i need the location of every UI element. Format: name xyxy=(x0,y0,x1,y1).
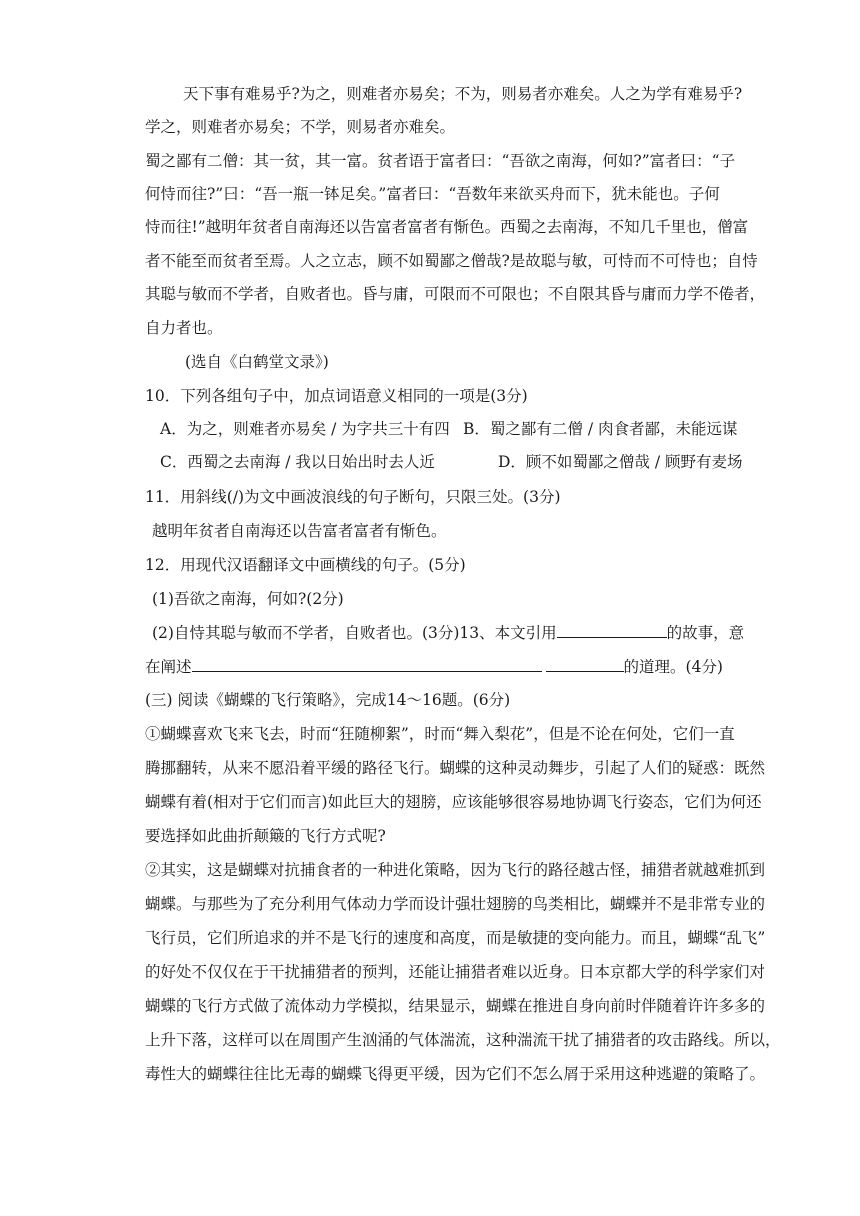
q12-sentence-2 xyxy=(152,623,744,643)
q13-line xyxy=(145,657,723,677)
article-line: 蝴蝶。与那些为了充分利用气体动力学而设计强壮翅膀的鸟类相比，蝴蝶并不是非常专业的 xyxy=(145,895,766,913)
passage-line: 学之，则难者亦易矣；不学，则易者亦难矣。 xyxy=(145,118,456,136)
source-citation: (选自《白鹤堂文录》) xyxy=(185,353,329,371)
answer-blank[interactable] xyxy=(546,657,624,672)
article-line: 蝴蝶的飞行方式做了流体动力学模拟，结果显示，蝴蝶在推进自身向前时伴随着许许多多的 xyxy=(145,997,766,1015)
question-11-stem: 11．用斜线(/)为文中画波浪线的句子断句，只限三处。(3分) xyxy=(145,488,561,506)
article-line: ①蝴蝶喜欢飞来飞去，时而“狂随柳絮”，时而“舞入梨花”，但是不论在何处，它们一直 xyxy=(145,725,735,743)
q10-option-c: C．西蜀之去南海 / 我以日始出时去人近 xyxy=(160,453,435,471)
q12-sentence-1: (1)吾欲之南海，何如?(2分) xyxy=(152,590,344,608)
question-12-stem: 12．用现代汉语翻译文中画横线的句子。(5分) xyxy=(145,556,466,574)
passage-line: 者不能至而贫者至焉。人之立志，顾不如蜀鄙之僧哉?是故聪与敏，可恃而不可恃也；自恃 xyxy=(145,252,758,270)
q10-option-a: A．为之，则难者亦易矣 / 为字共三十有四 xyxy=(160,420,450,438)
passage-line: 蜀之鄙有二僧：其一贫，其一富。贫者语于富者曰：“吾欲之南海，何如?”富者曰：“子 xyxy=(145,152,736,170)
q13-text-start: 在阐述 xyxy=(145,658,192,676)
q13-text-end: 的故事，意 xyxy=(666,624,745,642)
article-line: ②其实，这是蝴蝶对抗捕食者的一种进化策略，因为飞行的路径越古怪，捕猎者就越难抓到 xyxy=(145,861,766,879)
article-line: 毒性大的蝴蝶往往比无毒的蝴蝶飞得更平缓，因为它们不怎么屑于采用这种逃避的策略了。 xyxy=(145,1065,766,1083)
q12-sentence-2-text: (2)自恃其聪与敏而不学者，自败者也。(3分)13、本文引用 xyxy=(152,624,557,642)
article-line: 腾挪翻转，从来不愿沿着平缓的路径飞行。蝴蝶的这种灵动舞步，引起了人们的疑惑：既然 xyxy=(145,759,766,777)
article-line: 蝴蝶有着(相对于它们而言)如此巨大的翅膀，应该能够很容易地协调飞行姿态，它们为何还 xyxy=(145,793,762,811)
article-line: 上升下落，这样可以在周围产生汹涌的气体湍流，这种湍流干扰了捕猎者的攻击路线。所以， xyxy=(145,1031,781,1049)
answer-blank[interactable] xyxy=(557,623,667,638)
q10-option-b: B．蜀之鄙有二僧 / 肉食者鄙，未能远谋 xyxy=(463,420,738,438)
passage-line: 恃而往!”越明年贫者自南海还以告富者富者有惭色。西蜀之去南海，不知几千里也，僧富 xyxy=(145,218,749,236)
section-3-title: (三) 阅读《蝴蝶的飞行策略》，完成14～16题。(6分) xyxy=(145,691,511,709)
passage-line: 自力者也。 xyxy=(145,319,223,337)
question-10-stem: 10．下列各组句子中，加点词语意义相同的一项是(3分) xyxy=(145,387,528,405)
article-line: 要选择如此曲折颠簸的飞行方式呢? xyxy=(145,827,386,845)
q11-sentence: 越明年贫者自南海还以告富者富者有惭色。 xyxy=(152,522,447,540)
q13-text-end: 的道理。(4分) xyxy=(623,658,723,676)
passage-line: 天下事有难易乎?为之，则难者亦易矣；不为，则易者亦难矣。人之为学有难易乎? xyxy=(183,85,743,103)
q10-option-d: D．顾不如蜀鄙之僧哉 / 顾野有麦场 xyxy=(498,453,743,471)
answer-blank[interactable] xyxy=(192,657,542,672)
passage-line: 何恃而往?”曰：“吾一瓶一钵足矣。”富者曰：“吾数年来欲买舟而下，犹未能也。子何 xyxy=(145,185,720,203)
article-line: 飞行员，它们所追求的并不是飞行的速度和高度，而是敏捷的变向能力。而且，蝴蝶“乱飞” xyxy=(145,929,766,947)
passage-line: 其聪与敏而不学者，自败者也。昏与庸，可限而不可限也；不自限其昏与庸而力学不倦者， xyxy=(145,285,766,303)
article-line: 的好处不仅仅在于干扰捕猎者的预判，还能让捕猎者难以近身。日本京都大学的科学家们对 xyxy=(145,963,766,981)
